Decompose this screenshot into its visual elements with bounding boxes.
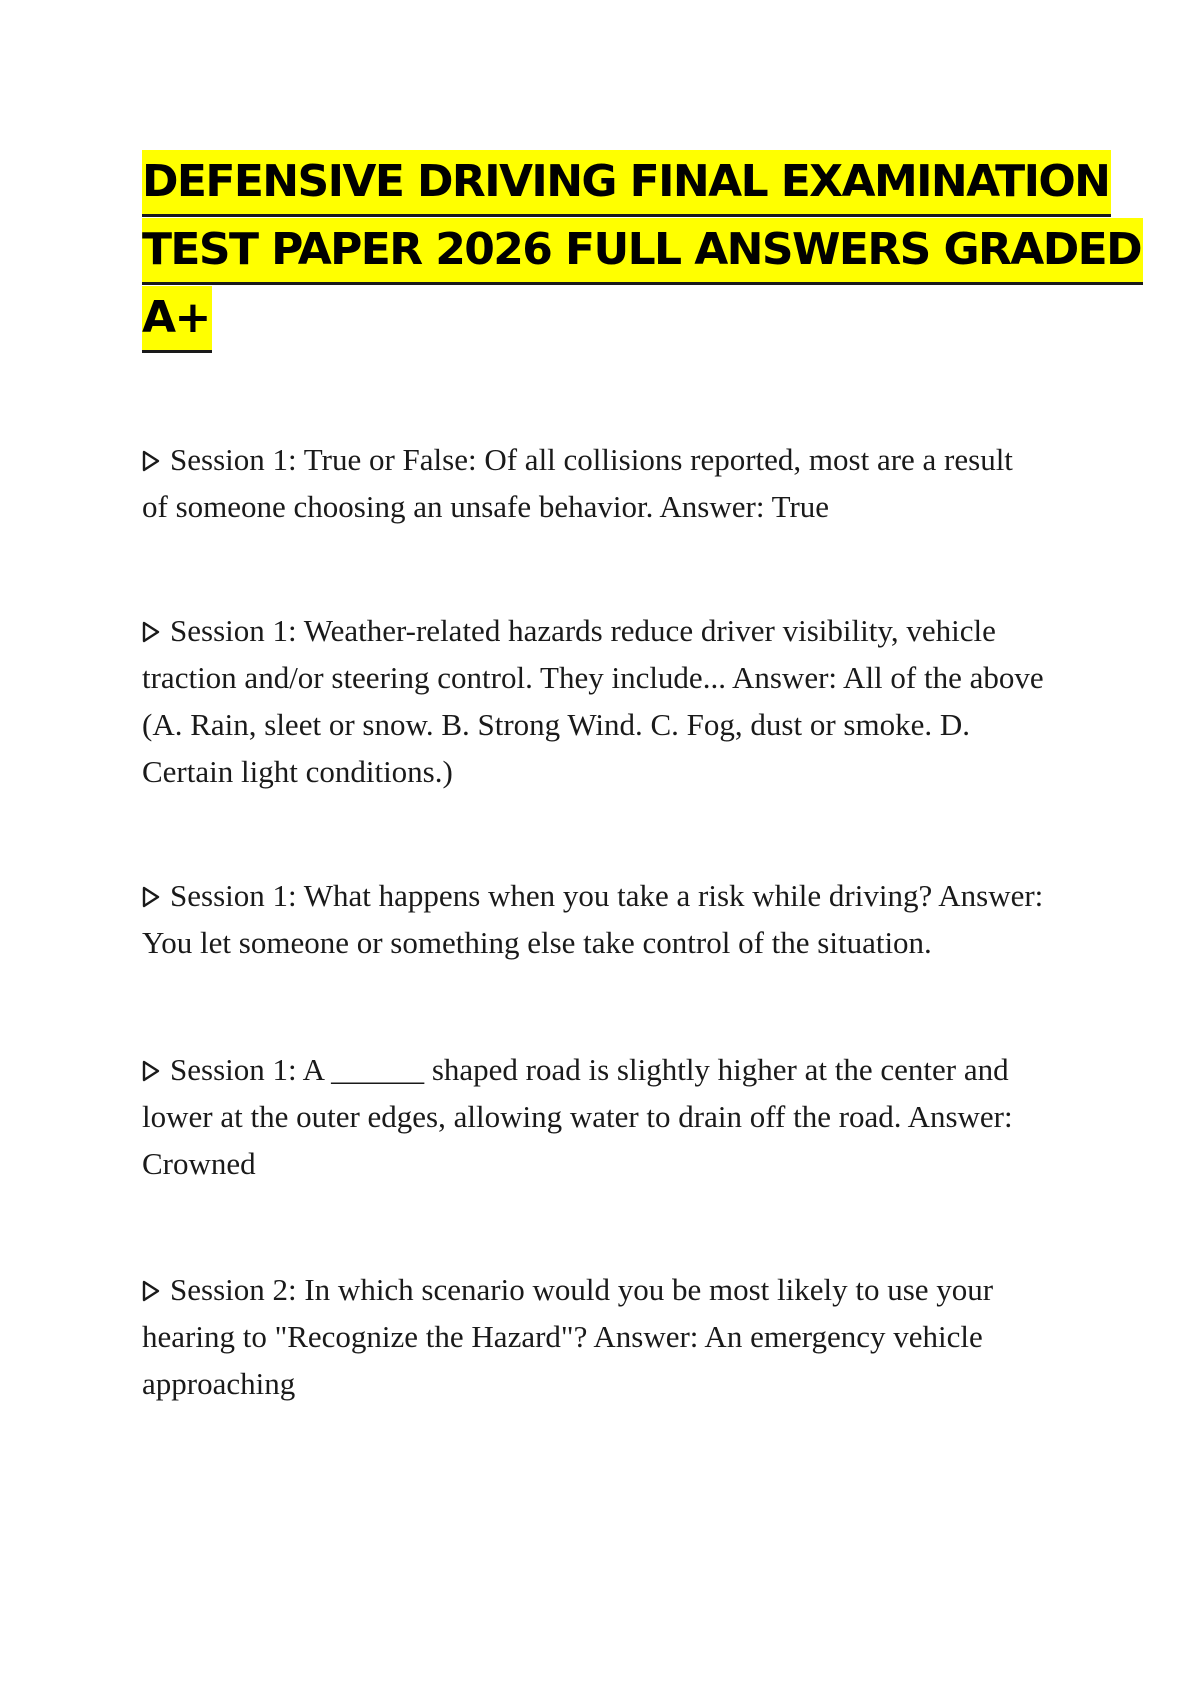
question-item [142,872,1072,966]
question-line: Session 1: A ______ shaped road is slightly higher at the center and [142,1046,1072,1093]
question-line: Certain light conditions.) [142,754,453,789]
document-title [142,150,1142,354]
question-line: lower at the outer edges, allowing water to drain off the road. Answer: [142,1099,1013,1134]
question-line: Crowned [142,1146,256,1181]
title-line-2: TEST PAPER 2026 FULL ANSWERS GRADED [142,218,1143,285]
title-line-3: A+ [142,286,212,353]
question-line: hearing to "Recognize the Hazard"? Answer: An emergency vehicle [142,1319,983,1354]
question-item [142,1266,1072,1407]
question-line: Session 2: In which scenario would you be most likely to use your [142,1266,1072,1313]
title-line-1: DEFENSIVE DRIVING FINAL EXAMINATION [142,150,1111,217]
question-line: Session 1: Weather-related hazards reduce driver visibility, vehicle [142,607,1072,654]
question-item [142,1046,1072,1187]
question-line: approaching [142,1366,296,1401]
triangle-right-outline-icon [142,1060,160,1082]
question-line: You let someone or something else take control of the situation. [142,925,932,960]
question-item [142,607,1072,795]
triangle-right-outline-icon [142,1280,160,1302]
question-line: Session 1: What happens when you take a risk while driving? Answer: [142,872,1072,919]
triangle-right-outline-icon [142,450,160,472]
question-item [142,436,1072,530]
question-line: (A. Rain, sleet or snow. B. Strong Wind. C. Fog, dust or smoke. D. [142,707,970,742]
question-line: Session 1: True or False: Of all collisions reported, most are a result [142,436,1072,483]
triangle-right-outline-icon [142,886,160,908]
triangle-right-outline-icon [142,621,160,643]
question-line: of someone choosing an unsafe behavior. Answer: True [142,489,830,524]
question-line: traction and/or steering control. They include... Answer: All of the above [142,660,1044,695]
